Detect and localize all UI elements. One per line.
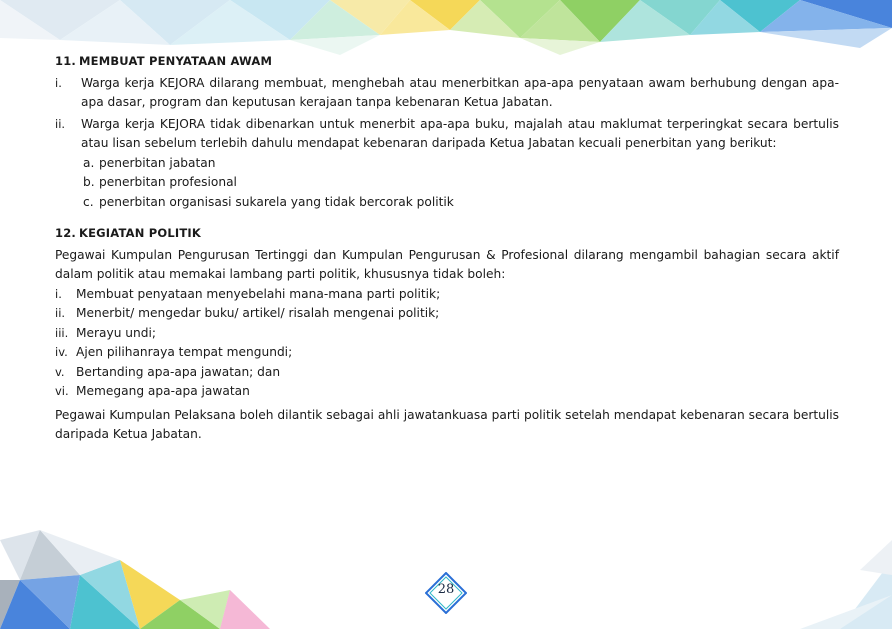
roman-numeral: iv.: [55, 345, 68, 359]
roman-numeral: i.: [55, 75, 62, 90]
section-spacer: [55, 212, 839, 224]
document-body: [55, 52, 839, 445]
section-12-heading: [55, 224, 839, 244]
sub-list-item: [81, 173, 839, 193]
roman-numeral: ii.: [55, 116, 66, 131]
page-number: 28: [437, 582, 455, 597]
section-number: 12.: [55, 226, 76, 240]
list-item-text: Menerbit/ mengedar buku/ artikel/ risalah mengenai politik;: [76, 306, 440, 320]
sub-list-item: [81, 154, 839, 174]
section-closing: Pegawai Kumpulan Pelaksana boleh dilantik sebagai ahli jawatankuasa parti politik setelah mendapat kebenaran secara bertulis daripada Ketua Jabatan.: [55, 407, 839, 441]
section-title: KEGIATAN POLITIK: [79, 226, 202, 240]
sub-item-text: penerbitan profesional: [99, 175, 237, 189]
roman-numeral: i.: [55, 286, 62, 301]
list-item-text: Ajen pilihanraya tempat mengundi;: [76, 345, 293, 359]
list-item-text: Merayu undi;: [76, 325, 156, 340]
list-item-text: Warga kerja KEJORA tidak dibenarkan untuk menerbit apa-apa buku, majalah atau maklumat terperingkat secara bertulis atau lisan sebelum terlebih dahulu mendapat kebenaran daripada Ketua Jabatan kecuali penerbitan yang berikut:: [81, 116, 839, 150]
section-number: 11.: [55, 54, 76, 68]
list-item-text: Membuat penyataan menyebelahi mana-mana parti politik;: [76, 286, 441, 301]
roman-numeral: ii.: [55, 306, 66, 320]
list-item: [55, 343, 839, 363]
top-polygon-banner: [0, 0, 892, 55]
roman-numeral: v.: [55, 364, 65, 379]
section-title: MEMBUAT PENYATAAN AWAM: [79, 54, 273, 68]
list-item: [55, 363, 839, 383]
sub-list-item: [81, 193, 839, 213]
sub-item-text: penerbitan organisasi sukarela yang tidak bercorak politik: [99, 194, 454, 209]
bottom-right-decoration: [800, 540, 892, 629]
list-item: [55, 304, 839, 324]
list-item: [55, 324, 839, 344]
letter-marker: c.: [83, 194, 94, 209]
letter-marker: a.: [83, 155, 95, 170]
list-item: [55, 74, 839, 113]
list-item-text: Bertanding apa-apa jawatan; dan: [76, 364, 281, 379]
list-item: [55, 285, 839, 305]
page-number-badge: [425, 572, 467, 614]
bottom-polygon-decoration: [0, 530, 270, 629]
section-intro: Pegawai Kumpulan Pengurusan Tertinggi dan Kumpulan Pengurusan & Profesional dilarang mengambil bahagian secara aktif dalam politik atau memakai lambang parti politik, khususnya tidak boleh:: [55, 247, 839, 281]
letter-marker: b.: [83, 175, 95, 189]
list-item: [55, 382, 839, 402]
list-item-text: Warga kerja KEJORA dilarang membuat, menghebah atau menerbitkan apa-apa penyataan awam berhubung dengan apa-apa dasar, program dan keputusan kerajaan tanpa kebenaran Ketua Jabatan.: [81, 75, 839, 109]
roman-numeral: vi.: [55, 384, 69, 398]
list-item: [55, 115, 839, 154]
roman-numeral: iii.: [55, 325, 69, 340]
section-11-heading: [55, 52, 839, 72]
sub-item-text: penerbitan jabatan: [99, 155, 216, 170]
sub-list: [55, 154, 839, 213]
list-item-text: Memegang apa-apa jawatan: [76, 384, 250, 398]
